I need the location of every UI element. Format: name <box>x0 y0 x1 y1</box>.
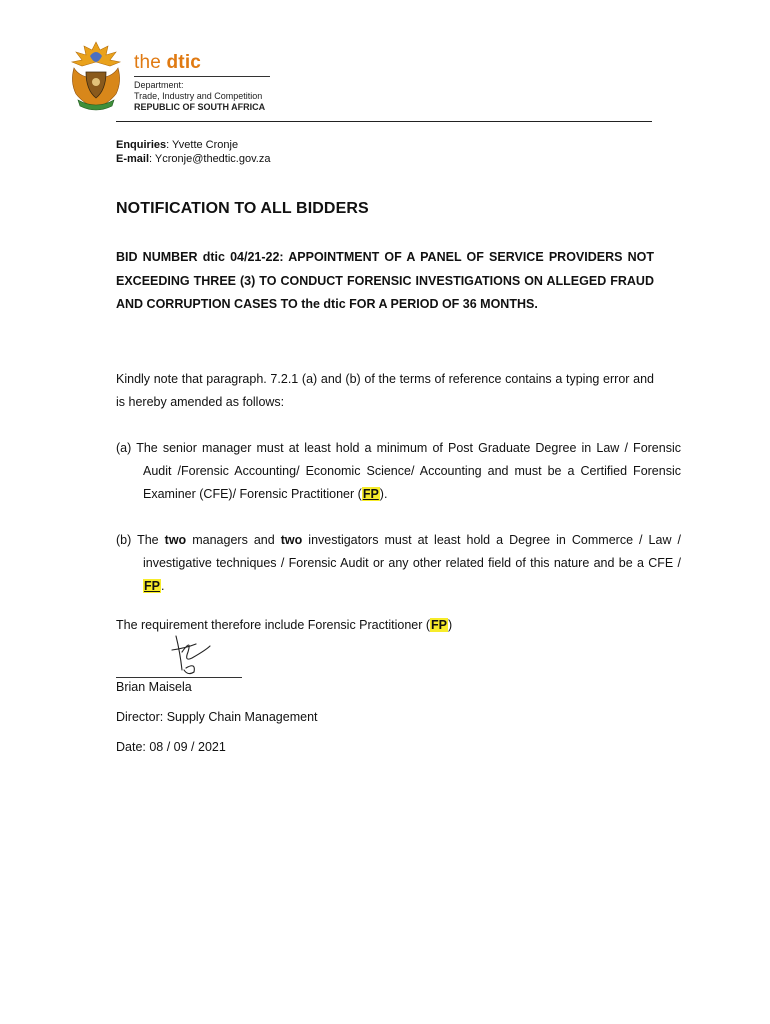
requirement-highlight: FP <box>431 618 448 632</box>
item-a-suffix: ). <box>379 487 388 501</box>
intro-paragraph: Kindly note that paragraph. 7.2.1 (a) and (b) of the terms of reference contains a typing error and is hereby amended as follows: <box>116 372 654 409</box>
item-b-text-2: managers and <box>192 533 275 547</box>
dept-line-2: Trade, Industry and Competition <box>134 91 263 101</box>
amendment-item-b <box>116 529 681 598</box>
enquiries-value: : Yvette Cronje <box>166 139 239 151</box>
signatory-role: Director: Supply Chain Management <box>116 710 318 724</box>
item-a-label: (a) <box>116 441 132 455</box>
amendment-item-a <box>116 437 681 506</box>
bid-heading: BID NUMBER dtic 04/21-22: APPOINTMENT OF A PANEL OF SERVICE PROVIDERS NOT EXCEEDING THREE (3) TO CONDUCT FORENSIC INVESTIGATIONS ON ALLEGED FRAUD AND CORRUPTION CASES TO the dtic FOR A PERIOD OF 36 MONTHS. <box>116 250 654 311</box>
item-a-highlight: FP <box>362 487 379 501</box>
brand-prefix: the <box>134 52 162 73</box>
enquiries-line <box>116 138 270 152</box>
requirement-text: The requirement therefore include Forensic Practitioner ( <box>116 618 431 632</box>
item-b-text-3: investigators must at least hold a Degree in Commerce / Law / investigative techniques / Forensic Audit or any other related field of this nature and be a CFE / <box>143 533 681 570</box>
dept-line-3: REPUBLIC OF SOUTH AFRICA <box>134 102 266 112</box>
email-label: E-mail <box>116 153 150 165</box>
item-b-label: (b) <box>116 533 132 547</box>
item-b-bold-2: two <box>280 533 303 547</box>
signatory-name: Brian Maisela <box>116 680 192 694</box>
letterhead-brand <box>134 52 274 113</box>
brand-divider <box>134 76 270 77</box>
email-value: : Ycronje@thedtic.gov.za <box>149 153 271 165</box>
contact-block <box>116 138 270 166</box>
header-divider <box>116 121 652 122</box>
brand-name: dtic <box>166 52 202 73</box>
item-b-text-1: The <box>137 533 159 547</box>
item-b-bold-1: two <box>164 533 187 547</box>
page-title: NOTIFICATION TO ALL BIDDERS <box>116 200 369 217</box>
coat-of-arms-logo <box>66 38 126 114</box>
requirement-suffix: ) <box>448 618 453 632</box>
brand-wordmark <box>134 52 274 74</box>
email-line <box>116 152 270 166</box>
item-b-highlight: FP <box>144 579 160 593</box>
dept-line-1: Department: <box>134 80 184 90</box>
signatory-date: Date: 08 / 09 / 2021 <box>116 740 226 754</box>
handwritten-signature <box>166 632 216 676</box>
enquiries-label: Enquiries <box>116 139 167 151</box>
item-a-text: The senior manager must at least hold a minimum of Post Graduate Degree in Law / Forensic Audit /Forensic Accounting/ Economic Science/ Accounting and must be a Certified Forensic Examiner (CFE)/ Forensic Practitioner ( <box>136 441 681 501</box>
item-b-suffix: . <box>160 579 165 593</box>
